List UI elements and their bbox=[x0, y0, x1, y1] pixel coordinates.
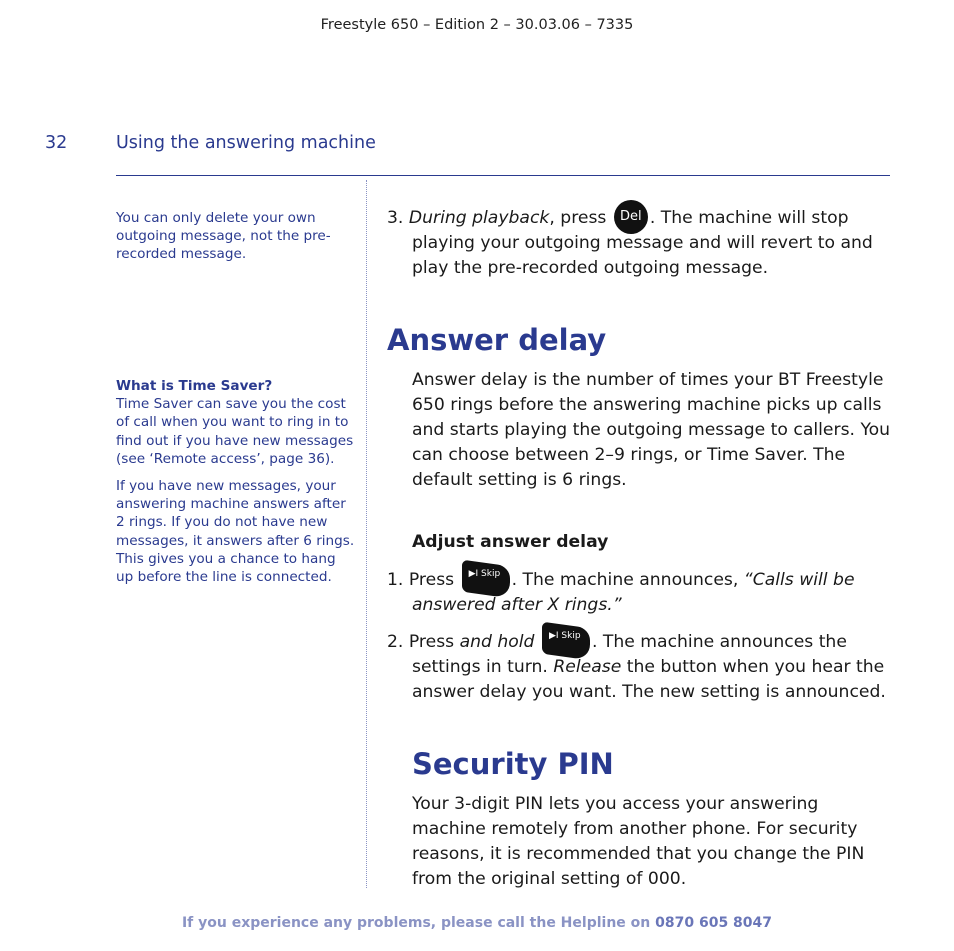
step-text-cont: . The machine announces the settings in turn. bbox=[412, 632, 847, 677]
step-text: , press bbox=[549, 208, 607, 228]
sidebar-note-delete bbox=[116, 209, 356, 273]
helpline-phone: 0870 605 8047 bbox=[655, 915, 773, 931]
del-button-icon: Del bbox=[614, 200, 648, 234]
step-number: 3. bbox=[387, 208, 404, 228]
page-number: 32 bbox=[45, 133, 68, 153]
answer-delay-text: Answer delay is the number of times your BT Freestyle 650 rings before the answering machine picks up calls and starts playing the outgoing message to callers. You can choose between 2–9 rings, or Time Saver. The default setting is 6 rings. bbox=[412, 370, 891, 490]
step-text-cont: . The machine announces, bbox=[511, 570, 739, 590]
step-quote: “Calls will be answered after X rings.” bbox=[412, 570, 855, 615]
step-number: 1. bbox=[387, 570, 404, 590]
time-saver-heading: What is Time Saver? bbox=[116, 378, 273, 394]
step-text-cont: . The machine will stop playing your outgoing message and will revert to and play the pre-recorded outgoing message. bbox=[412, 208, 873, 278]
step-italic: and hold bbox=[459, 632, 535, 652]
sidebar-time-saver bbox=[116, 377, 356, 595]
answer-delay-step-2 bbox=[387, 630, 897, 705]
column-divider bbox=[366, 180, 367, 888]
security-pin-body bbox=[412, 792, 897, 892]
step-text: Press bbox=[408, 570, 455, 590]
step-text-end: the button when you hear the answer delay you want. The new setting is announced. bbox=[412, 657, 886, 702]
step-text: Press bbox=[408, 632, 455, 652]
section-title: Using the answering machine bbox=[116, 133, 376, 153]
time-saver-text-2: If you have new messages, your answering machine answers after 2 rings. If you do not have new messages, it answers after 6 rings. This gives you a chance to hang up before the line is connected. bbox=[116, 478, 355, 586]
security-pin-text: Your 3-digit PIN lets you access your answering machine remotely from another phone. For security reasons, it is recommended that you change the PIN from the original setting of 000. bbox=[412, 794, 865, 889]
footer-text: If you experience any problems, please call the Helpline on bbox=[181, 915, 651, 931]
answer-delay-step-1 bbox=[387, 568, 897, 618]
skip-button-icon bbox=[462, 563, 510, 595]
header-rule bbox=[116, 175, 890, 176]
step-3 bbox=[387, 206, 897, 281]
step-italic: During playback bbox=[408, 208, 550, 228]
answer-delay-heading: Answer delay bbox=[387, 323, 607, 357]
helpline-footer bbox=[0, 915, 954, 931]
sidebar-note-text: You can only delete your own outgoing message, not the pre-recorded message. bbox=[116, 210, 331, 263]
skip-label: ▶I Skip bbox=[468, 569, 501, 579]
security-pin-heading: Security PIN bbox=[412, 747, 614, 781]
skip-button-icon bbox=[542, 625, 590, 657]
adjust-answer-delay bbox=[412, 530, 922, 555]
answer-delay-section bbox=[387, 323, 897, 357]
security-pin-section bbox=[412, 747, 922, 781]
step-number: 2. bbox=[387, 632, 404, 652]
adjust-answer-delay-heading: Adjust answer delay bbox=[412, 532, 609, 552]
step-italic-2: Release bbox=[553, 657, 622, 677]
time-saver-text: Time Saver can save you the cost of call when you want to ring in to find out if you have new messages (see ‘Remote access’, page 36). bbox=[116, 396, 354, 467]
document-header: Freestyle 650 – Edition 2 – 30.03.06 – 7335 bbox=[320, 17, 634, 33]
skip-label: ▶I Skip bbox=[548, 631, 581, 641]
answer-delay-body bbox=[387, 368, 897, 493]
